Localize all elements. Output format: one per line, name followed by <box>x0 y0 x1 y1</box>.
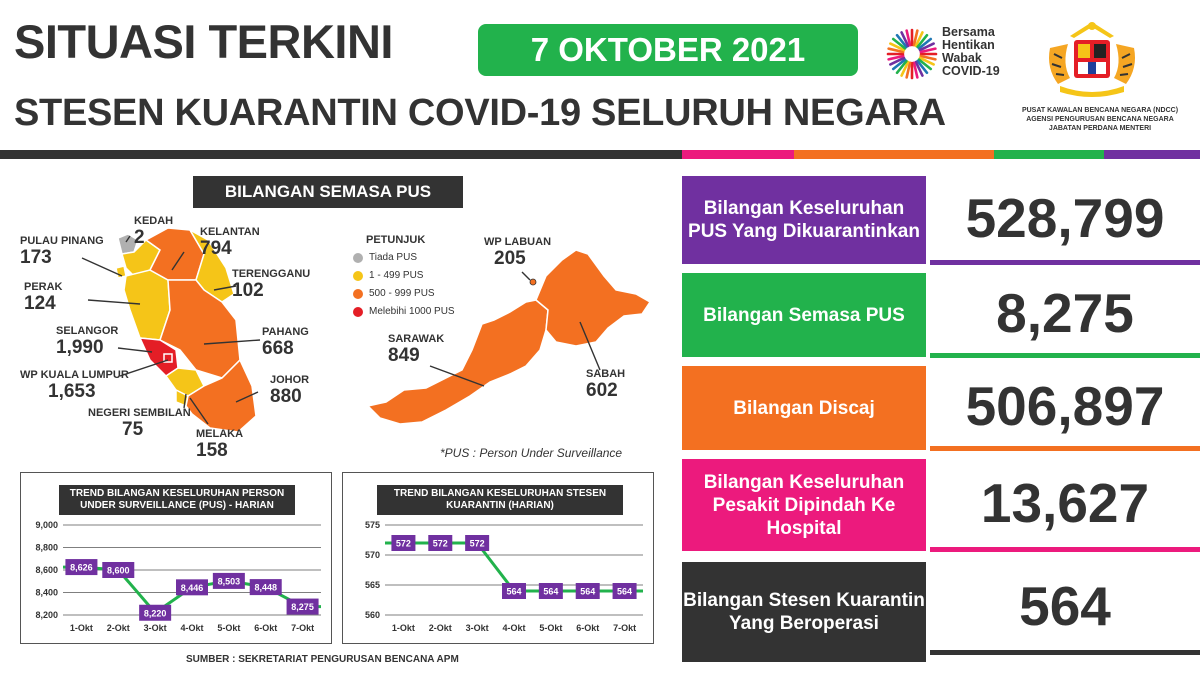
state-name: PULAU PINANG <box>20 235 104 247</box>
state-label-terengganu <box>232 268 310 302</box>
state-value: 158 <box>196 440 228 461</box>
stat-value-current-pus: 8,275 <box>996 282 1134 344</box>
stat-value-stations: 564 <box>1019 575 1111 637</box>
state-name: KEDAH <box>134 215 174 227</box>
data-label: 572 <box>395 538 411 549</box>
stat-underline-purple <box>930 260 1200 265</box>
y-tick-label: 8,800 <box>35 542 58 553</box>
y-tick-label: 9,000 <box>35 520 58 530</box>
state-value: 205 <box>494 248 526 269</box>
stat-underline-orange <box>930 446 1200 451</box>
state-wp-labuan <box>530 279 536 285</box>
x-tick-label: 4-Okt <box>180 623 204 633</box>
divider-orange <box>794 150 994 159</box>
stat-label-discharge: Bilangan Discaj <box>682 366 926 450</box>
data-label: 564 <box>506 586 522 597</box>
data-label: 8,446 <box>180 582 204 593</box>
x-tick-label: 6-Okt <box>254 623 278 633</box>
x-tick-label: 3-Okt <box>143 623 167 633</box>
data-label: 572 <box>432 538 448 549</box>
stat-label-stations: Bilangan Stesen Kuarantin Yang Beroperasi <box>682 562 926 662</box>
divider-dark <box>0 150 682 159</box>
state-label-wp-labuan <box>484 236 551 270</box>
state-label-sarawak <box>388 333 444 367</box>
x-tick-label: 5-Okt <box>539 623 563 633</box>
legend-item <box>353 288 455 299</box>
station-trend-chart-title: TREND BILANGAN KESELURUHAN STESEN KUARANTIN (HARIAN) <box>377 485 623 515</box>
x-tick-label: 4-Okt <box>502 623 526 633</box>
x-tick-label: 5-Okt <box>217 623 241 633</box>
agency-line: AGENSI PENGURUSAN BENCANA NEGARA <box>1026 116 1174 123</box>
y-tick-label: 560 <box>364 610 380 620</box>
state-label-sabah <box>586 368 625 402</box>
x-tick-label: 7-Okt <box>291 623 315 633</box>
agency-name <box>1010 106 1190 133</box>
legend-dot-yellow <box>353 271 363 281</box>
state-name: WP KUALA LUMPUR <box>20 369 129 381</box>
state-name: MELAKA <box>196 428 244 440</box>
state-label-pahang <box>262 326 309 360</box>
state-name: TERENGGANU <box>232 268 311 280</box>
coat-of-arms-icon <box>1040 18 1144 100</box>
legend-item <box>353 252 455 263</box>
data-label: 8,503 <box>217 576 241 587</box>
state-label-kedah <box>134 215 173 249</box>
data-label: 8,626 <box>70 562 93 573</box>
station-trend-chart-frame <box>342 472 654 644</box>
divider-purple <box>1104 150 1200 159</box>
legend-label: 500 - 999 PUS <box>369 288 435 299</box>
data-label: 564 <box>580 586 596 597</box>
x-tick-label: 7-Okt <box>613 623 637 633</box>
state-name: PERAK <box>24 281 63 293</box>
divider-green <box>994 150 1104 159</box>
campaign-line: COVID-19 <box>942 64 1000 78</box>
page-subtitle: STESEN KUARANTIN COVID-19 SELURUH NEGARA <box>14 92 946 134</box>
state-value: 75 <box>122 419 144 440</box>
legend-item <box>353 306 455 317</box>
state-value: 849 <box>388 345 420 366</box>
stat-value-total-pus: 528,799 <box>965 187 1165 249</box>
state-value: 102 <box>232 280 264 301</box>
legend-label: 1 - 499 PUS <box>369 270 424 281</box>
legend-label: Melebihi 1000 PUS <box>369 306 455 317</box>
state-value: 794 <box>200 238 232 259</box>
y-tick-label: 8,400 <box>35 587 58 598</box>
state-value: 2 <box>134 227 145 248</box>
state-label-negeri-sembilan <box>88 407 191 441</box>
y-tick-label: 8,200 <box>35 610 58 620</box>
agency-line: PUSAT KAWALAN BENCANA NEGARA (NDCC) <box>1021 107 1179 114</box>
legend-dot-grey <box>353 253 363 263</box>
map-header: BILANGAN SEMASA PUS <box>193 176 463 208</box>
legend-dot-red <box>353 307 363 317</box>
campaign-line: Hentikan <box>942 38 995 52</box>
data-label: 564 <box>543 586 559 597</box>
state-name: WP LABUAN <box>484 236 552 248</box>
stat-underline-green <box>930 353 1200 358</box>
state-value: 1,990 <box>56 337 104 358</box>
agency-line: JABATAN PERDANA MENTERI <box>1048 125 1152 132</box>
stat-value-discharge: 506,897 <box>965 375 1165 437</box>
date-badge: 7 OKTOBER 2021 <box>478 24 858 76</box>
x-tick-label: 3-Okt <box>465 623 489 633</box>
stat-label-current-pus: Bilangan Semasa PUS <box>682 273 926 357</box>
y-tick-label: 575 <box>364 520 380 530</box>
divider-pink <box>682 150 794 159</box>
stat-underline-pink <box>930 547 1200 552</box>
pus-trend-chart <box>21 515 331 643</box>
data-label: 8,275 <box>291 602 314 613</box>
station-trend-chart <box>343 515 653 643</box>
campaign-text <box>942 26 1000 78</box>
legend-item <box>353 270 455 281</box>
legend-title: PETUNJUK <box>366 234 426 246</box>
legend-dot-orange <box>353 289 363 299</box>
x-tick-label: 2-Okt <box>106 623 130 633</box>
page-title: SITUASI TERKINI <box>14 15 393 68</box>
legend-label: Tiada PUS <box>369 252 417 263</box>
stat-underline-dark <box>930 650 1200 655</box>
data-label: 8,448 <box>254 582 277 593</box>
state-label-johor <box>270 374 309 408</box>
state-value: 602 <box>586 380 618 401</box>
source-note: SUMBER : SEKRETARIAT PENGURUSAN BENCANA APM <box>186 654 459 665</box>
state-label-melaka <box>196 428 243 462</box>
state-name: SARAWAK <box>388 333 445 345</box>
state-label-perak <box>24 281 63 315</box>
x-tick-label: 6-Okt <box>576 623 600 633</box>
stat-value-hospital: 13,627 <box>980 472 1150 534</box>
pus-trend-chart-title: TREND BILANGAN KESELURUHAN PERSON UNDER SURVEILLANCE (PUS) - HARIAN <box>59 485 295 515</box>
state-sabah <box>536 250 650 346</box>
data-label: 564 <box>617 586 633 597</box>
stat-label-hospital: Bilangan Keseluruhan Pesakit Dipindah Ke Hospital <box>682 459 926 551</box>
state-label-selangor <box>56 325 118 359</box>
y-tick-label: 8,600 <box>35 565 58 575</box>
state-name: JOHOR <box>270 374 310 386</box>
stat-label-total-pus: Bilangan Keseluruhan PUS Yang Dikuarantinkan <box>682 176 926 264</box>
x-tick-label: 2-Okt <box>428 623 452 633</box>
campaign-logo-icon <box>884 26 940 82</box>
data-label: 572 <box>469 538 485 549</box>
state-name: KELANTAN <box>200 226 260 238</box>
state-value: 1,653 <box>48 381 96 402</box>
y-tick-label: 570 <box>364 550 380 560</box>
y-tick-label: 565 <box>364 580 380 590</box>
state-name: NEGERI SEMBILAN <box>88 407 191 419</box>
state-name: PAHANG <box>262 326 309 338</box>
state-name: SABAH <box>586 368 626 380</box>
pus-footnote: *PUS : Person Under Surveillance <box>440 446 623 460</box>
campaign-line: Wabak <box>942 51 982 65</box>
x-tick-label: 1-Okt <box>391 623 415 633</box>
map-legend <box>353 252 455 317</box>
state-value: 173 <box>20 247 52 268</box>
data-label: 8,220 <box>143 608 167 619</box>
state-value: 880 <box>270 386 302 407</box>
state-value: 124 <box>24 293 56 314</box>
campaign-line: Bersama <box>942 25 995 39</box>
state-label-kelantan <box>200 226 260 260</box>
data-label: 8,600 <box>107 565 130 576</box>
pus-trend-chart-frame <box>20 472 332 644</box>
state-label-kuala-lumpur <box>20 369 129 403</box>
state-value: 668 <box>262 338 294 359</box>
state-label-pulau-pinang <box>20 235 104 269</box>
x-tick-label: 1-Okt <box>69 623 93 633</box>
state-name: SELANGOR <box>56 325 119 337</box>
